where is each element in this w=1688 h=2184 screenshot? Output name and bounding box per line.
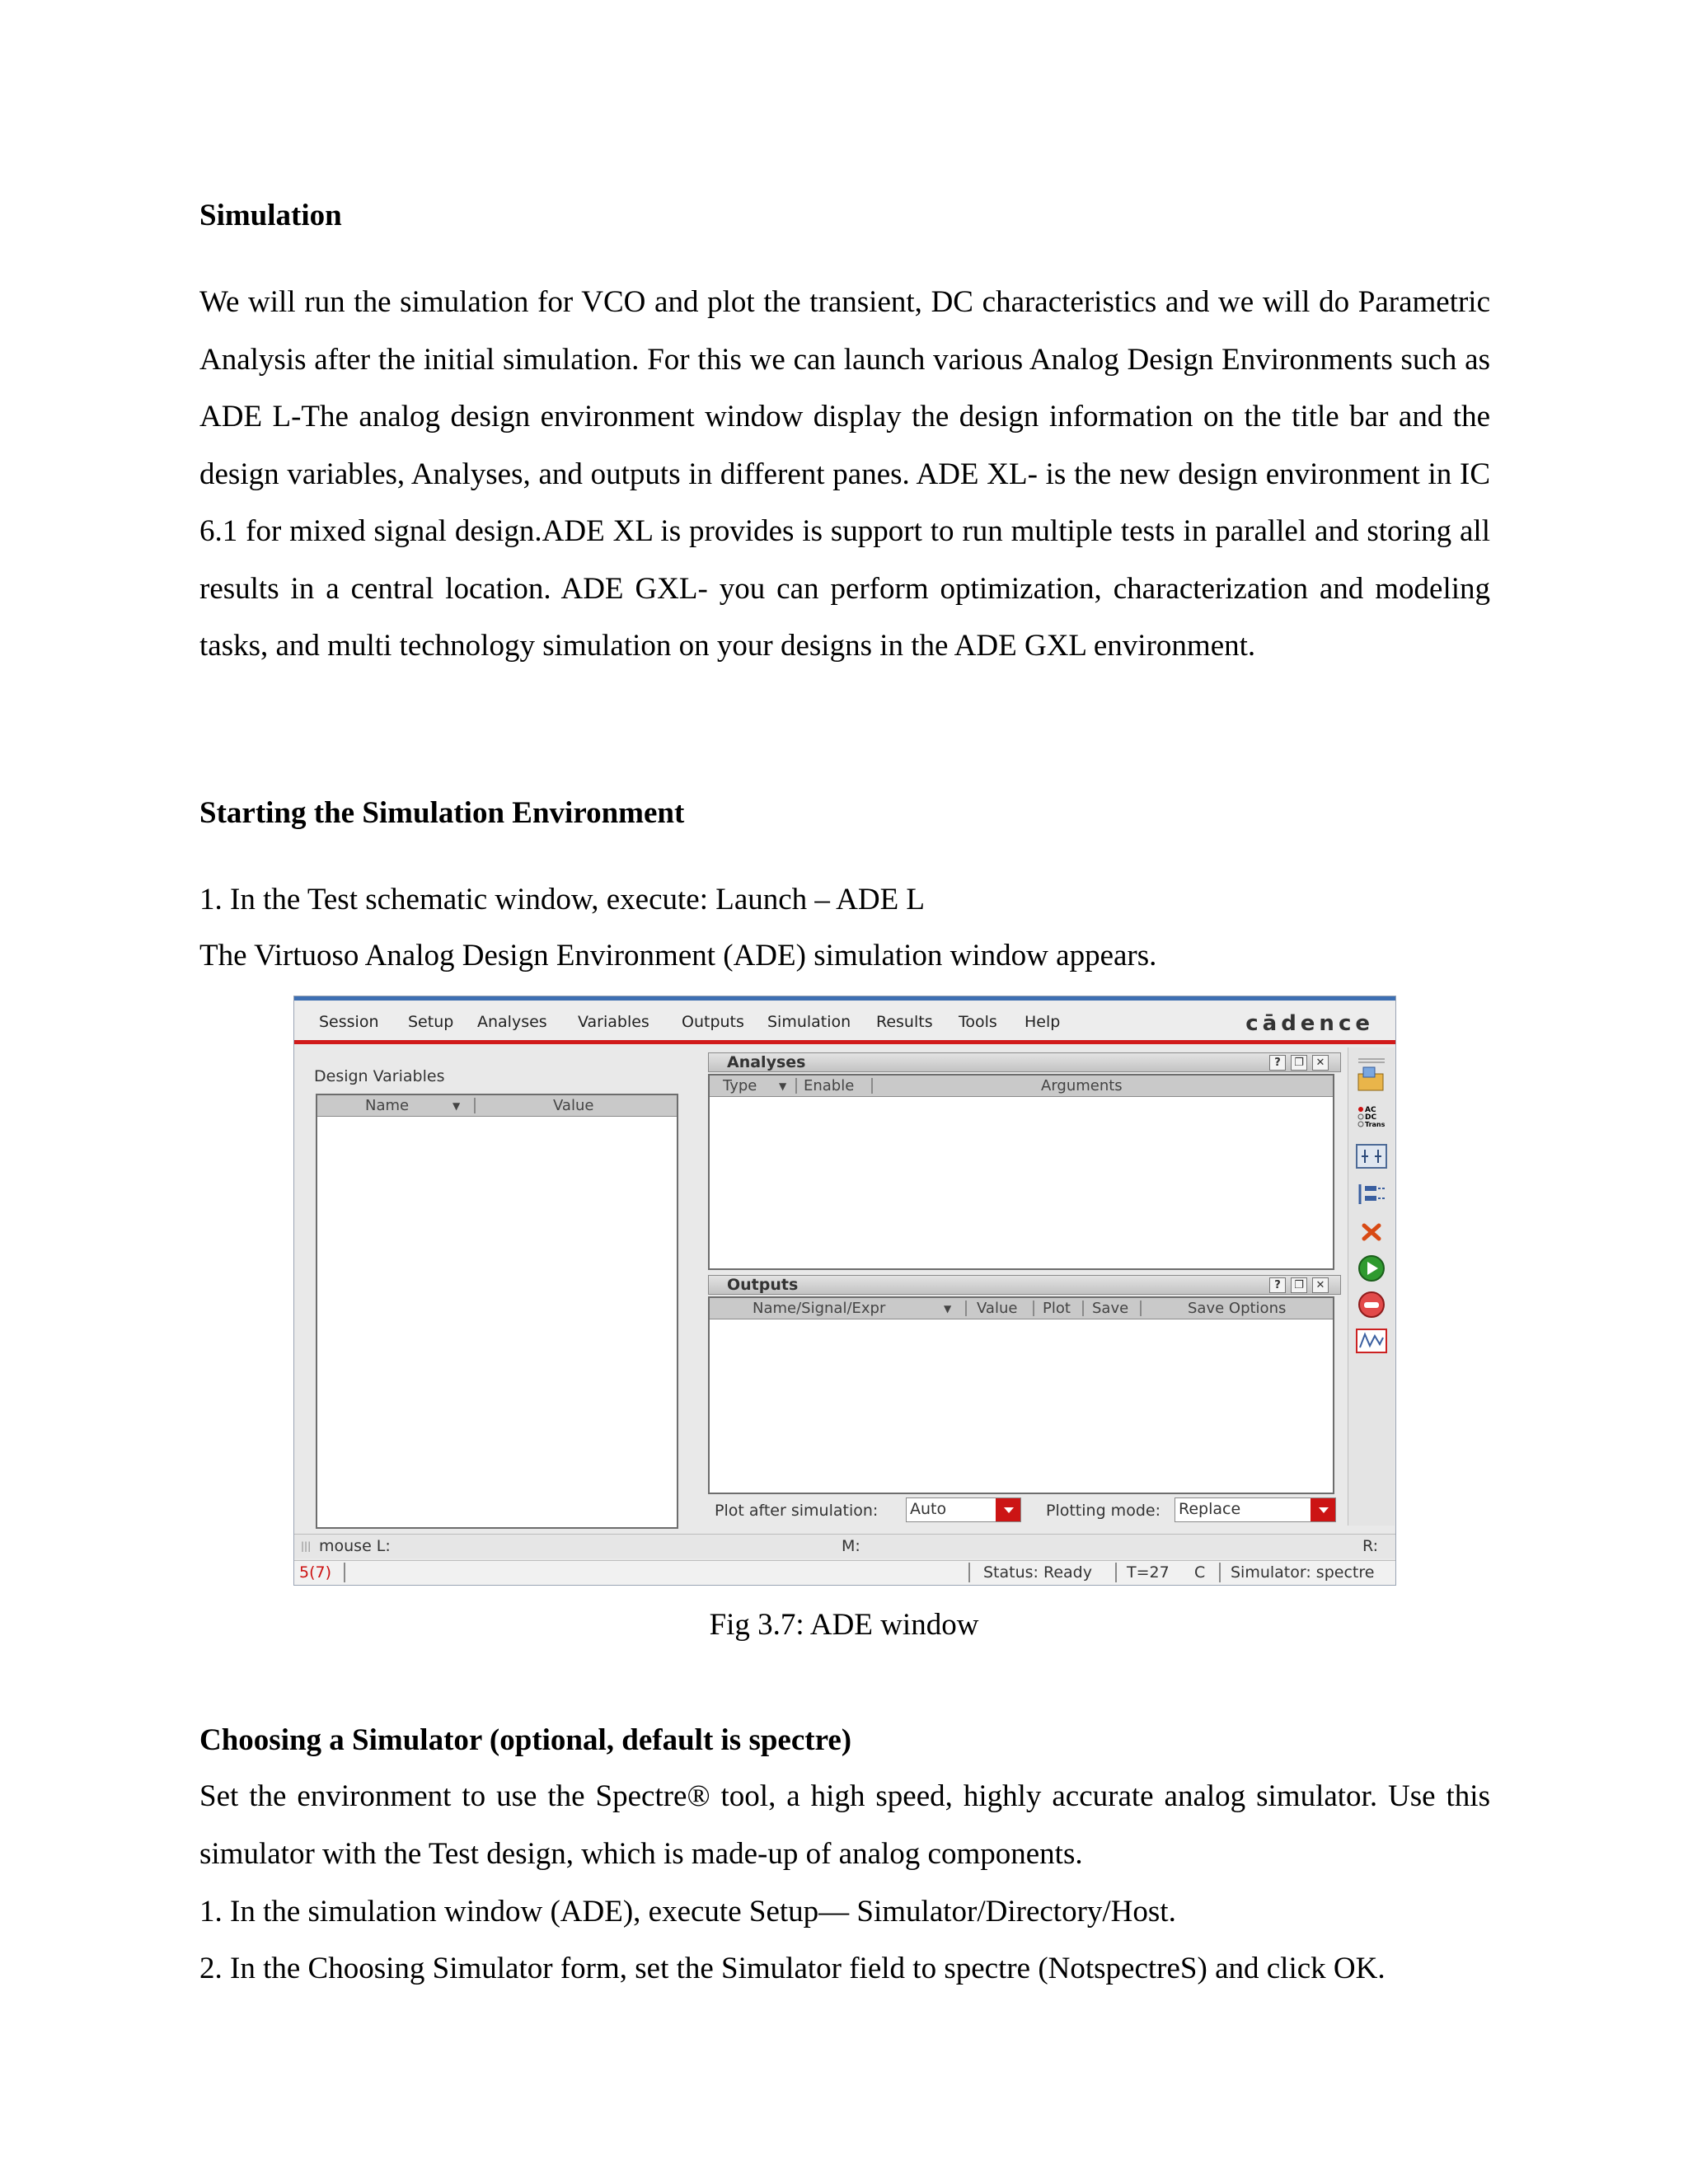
close-icon[interactable]: ✕ (1312, 1055, 1329, 1071)
menu-help[interactable]: Help (1025, 1013, 1061, 1031)
paragraph-simulation-intro: We will run the simulation for VCO and plot the transient, DC characteristics and we will do Parametric Analysis after the initial simulation. For this we can launch various Analog Design Environments such as ADE L-The analog design environment window display the design information on the title bar and the design variables, Analyses, and outputs in different panes. ADE XL- is the new design environment in IC 6.1 for mixed signal design.ADE XL is provides is support to run multiple tests in parallel and storing all results in a central location. ADE GXL- you can perform optimization, characterization and modeling tasks, and multi technology simulation on your designs in the ADE GXL environment. (199, 285, 1490, 663)
sort-down-icon[interactable]: ▼ (779, 1080, 787, 1092)
chevron-down-icon[interactable] (1311, 1498, 1335, 1521)
menu-tools[interactable]: Tools (959, 1013, 997, 1031)
menu-variables[interactable]: Variables (578, 1013, 649, 1031)
menu-analyses[interactable]: Analyses (477, 1013, 547, 1031)
menu-simulation[interactable]: Simulation (767, 1013, 851, 1031)
outputs-table[interactable] (708, 1296, 1334, 1494)
col-plot[interactable]: Plot (1043, 1300, 1071, 1317)
stop-simulation-icon[interactable] (1353, 1288, 1390, 1321)
ade-window-screenshot (293, 996, 1396, 1586)
plot-after-simulation-value: Auto (910, 1500, 947, 1518)
col-save[interactable]: Save (1092, 1300, 1129, 1317)
toolbar-grip (1353, 1051, 1390, 1061)
col-value[interactable]: Value (977, 1300, 1018, 1317)
outputs-title: Outputs (727, 1276, 799, 1294)
mouse-left-binding: mouse L: (319, 1537, 391, 1555)
sort-down-icon[interactable]: ▼ (944, 1303, 952, 1315)
design-variables-table[interactable] (316, 1094, 678, 1529)
menu-session[interactable]: Session (319, 1013, 379, 1031)
col-enable[interactable]: Enable (804, 1077, 855, 1094)
right-toolbar (1348, 1047, 1395, 1526)
col-arguments[interactable]: Arguments (1041, 1077, 1123, 1094)
delete-icon[interactable] (1353, 1216, 1390, 1249)
heading-starting-environment: Starting the Simulation Environment (199, 796, 685, 830)
step-setup-simulator: 1. In the simulation window (ADE), execute Setup— Simulator/Directory/Host. (199, 1895, 1176, 1929)
menu-results[interactable]: Results (876, 1013, 933, 1031)
command-counter: 5(7) (299, 1563, 332, 1582)
col-save-options[interactable]: Save Options (1188, 1300, 1287, 1317)
grip-icon: ||| (301, 1540, 312, 1552)
plotting-mode-select[interactable] (1175, 1497, 1336, 1522)
window-title-strip (294, 996, 1395, 1001)
paragraph-spectre: Set the environment to use the Spectre® tool, a high speed, highly accurate analog simulator. Use this simulator with the Test design, which is made-up of analog components. (199, 1779, 1490, 1871)
tb-trans-label: Trans (1365, 1121, 1386, 1128)
simulator-text: Simulator: spectre (1231, 1563, 1375, 1582)
heading-simulation: Simulation (199, 199, 342, 232)
menu-setup[interactable]: Setup (408, 1013, 454, 1031)
status-bar (294, 1560, 1395, 1585)
analyses-pane-title (708, 1052, 1341, 1072)
heading-choosing-simulator: Choosing a Simulator (optional, default is spectre) (199, 1723, 852, 1757)
float-icon[interactable]: ❐ (1291, 1277, 1307, 1293)
design-variables-header (317, 1095, 677, 1117)
col-type[interactable]: Type (723, 1077, 757, 1094)
design-variables-label: Design Variables (314, 1067, 445, 1085)
sort-down-icon[interactable]: ▼ (452, 1100, 461, 1112)
temperature-unit: C (1194, 1563, 1206, 1582)
tb-dc-label: DC (1365, 1113, 1377, 1122)
plot-after-simulation-label: Plot after simulation: (715, 1502, 879, 1520)
status-text: Status: Ready (983, 1563, 1092, 1582)
cadence-logo: cādence (1245, 1011, 1374, 1036)
edit-variables-icon[interactable] (1353, 1140, 1390, 1173)
ade-window-appears-text: The Virtuoso Analog Design Environment (ADE) simulation window appears. (199, 939, 1157, 972)
plotting-mode-label: Plotting mode: (1046, 1502, 1160, 1520)
figure-caption: Fig 3.7: ADE window (709, 1608, 979, 1642)
col-value[interactable]: Value (553, 1097, 594, 1114)
menu-outputs[interactable]: Outputs (682, 1013, 744, 1031)
close-icon[interactable]: ✕ (1312, 1277, 1329, 1293)
mouse-right-binding: R: (1362, 1537, 1379, 1555)
plotting-mode-value: Replace (1179, 1500, 1241, 1518)
menu-bar (294, 1001, 1395, 1044)
float-icon[interactable]: ❐ (1291, 1055, 1307, 1071)
col-name[interactable]: Name (365, 1097, 410, 1114)
plot-after-simulation-select[interactable] (906, 1497, 1021, 1522)
analyses-table[interactable] (708, 1074, 1334, 1270)
step-launch-ade: 1. In the Test schematic window, execute: Launch – ADE L (199, 883, 926, 916)
mouse-binding-bar (294, 1534, 1395, 1558)
run-simulation-icon[interactable] (1353, 1252, 1390, 1285)
temperature-value: T=27 (1127, 1563, 1170, 1582)
choose-analyses-icon[interactable] (1353, 1102, 1390, 1135)
step-choose-spectre: 2. In the Choosing Simulator form, set the Simulator field to spectre (NotspectreS) and click OK. (199, 1952, 1386, 1985)
analyses-title: Analyses (727, 1053, 806, 1071)
mouse-middle-binding: M: (842, 1537, 860, 1555)
tb-ac-label: AC (1365, 1106, 1376, 1114)
col-name-signal-expr[interactable]: Name/Signal/Expr (753, 1300, 886, 1317)
setup-outputs-icon[interactable] (1353, 1178, 1390, 1211)
chevron-down-icon[interactable] (996, 1498, 1020, 1521)
plot-outputs-icon[interactable] (1353, 1324, 1390, 1357)
load-state-icon[interactable] (1353, 1062, 1390, 1095)
outputs-header (710, 1298, 1333, 1319)
help-icon[interactable]: ? (1269, 1055, 1286, 1071)
analyses-header (710, 1076, 1333, 1097)
help-icon[interactable]: ? (1269, 1277, 1286, 1293)
outputs-pane-title (708, 1275, 1341, 1295)
